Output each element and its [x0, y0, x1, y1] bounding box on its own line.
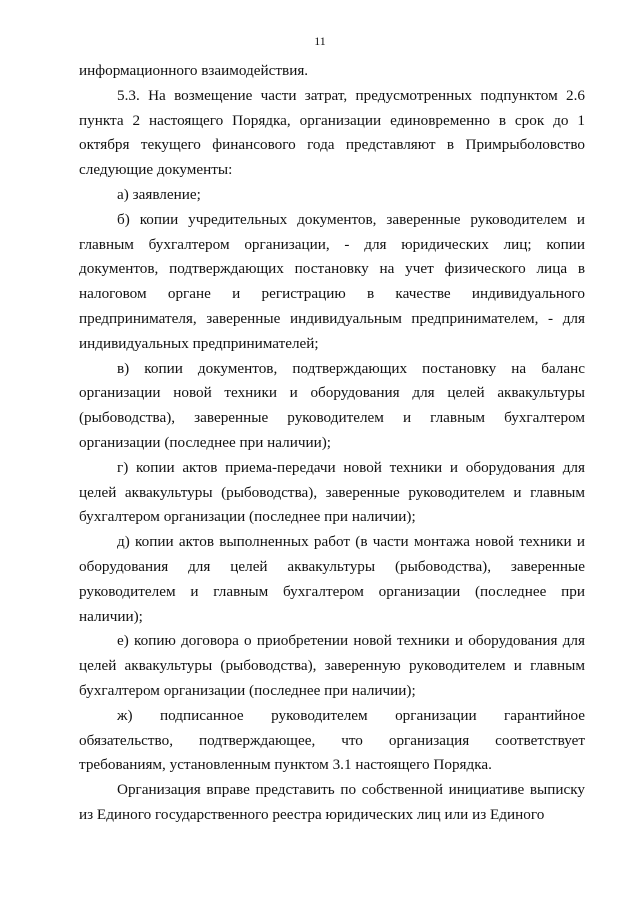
paragraph-5-3: 5.3. На возмещение части затрат, предусмотренных подпунктом 2.6 пункта 2 настоящего Порядка, организации единовременно в срок до 1 октября текущего финансового года представляют в Примрыболовство следующие документы:: [79, 86, 585, 179]
paragraph-organization-right: Организация вправе представить по собственной инициативе выписку из Единого государственного реестра юридических лиц или из Единого: [79, 781, 585, 823]
page-number: 11: [314, 34, 326, 48]
document-body: [79, 59, 585, 828]
list-item-a: а) заявление;: [117, 185, 201, 203]
list-item-b: б) копии учредительных документов, заверенные руководителем и главным бухгалтером организации, - для юридических лиц; копии документов, подтверждающих постановку на учет физического лица в налоговом органе и регистрацию в качестве индивидуального предпринимателя, заверенные индивидуальным предпринимателем, - для индивидуальных предпринимателей;: [79, 210, 585, 352]
list-item-zh: ж) подписанное руководителем организации гарантийное обязательство, подтверждающее, что организация соответствует требованиям, установленным пунктом 3.1 настоящего Порядка.: [79, 706, 585, 774]
list-item-g: г) копии актов приема-передачи новой техники и оборудования для целей аквакультуры (рыбоводства), заверенные руководителем и главным бухгалтером организации (последнее при наличии);: [79, 458, 585, 526]
paragraph-continuation: информационного взаимодействия.: [79, 62, 309, 79]
list-item-v: в) копии документов, подтверждающих постановку на баланс организации новой техники и оборудования для целей аквакультуры (рыбоводства), заверенные руководителем и главным бухгалтером организации (последнее при наличии);: [79, 359, 585, 451]
list-item-e: е) копию договора о приобретении новой техники и оборудования для целей аквакультуры (рыбоводства), заверенную руководителем и главным бухгалтером организации (последнее при наличии);: [79, 632, 585, 699]
list-item-d: д) копии актов выполненных работ (в части монтажа новой техники и оборудования для целей аквакультуры (рыбоводства), заверенные руководителем и главным бухгалтером организации (последнее при наличии);: [79, 533, 585, 625]
